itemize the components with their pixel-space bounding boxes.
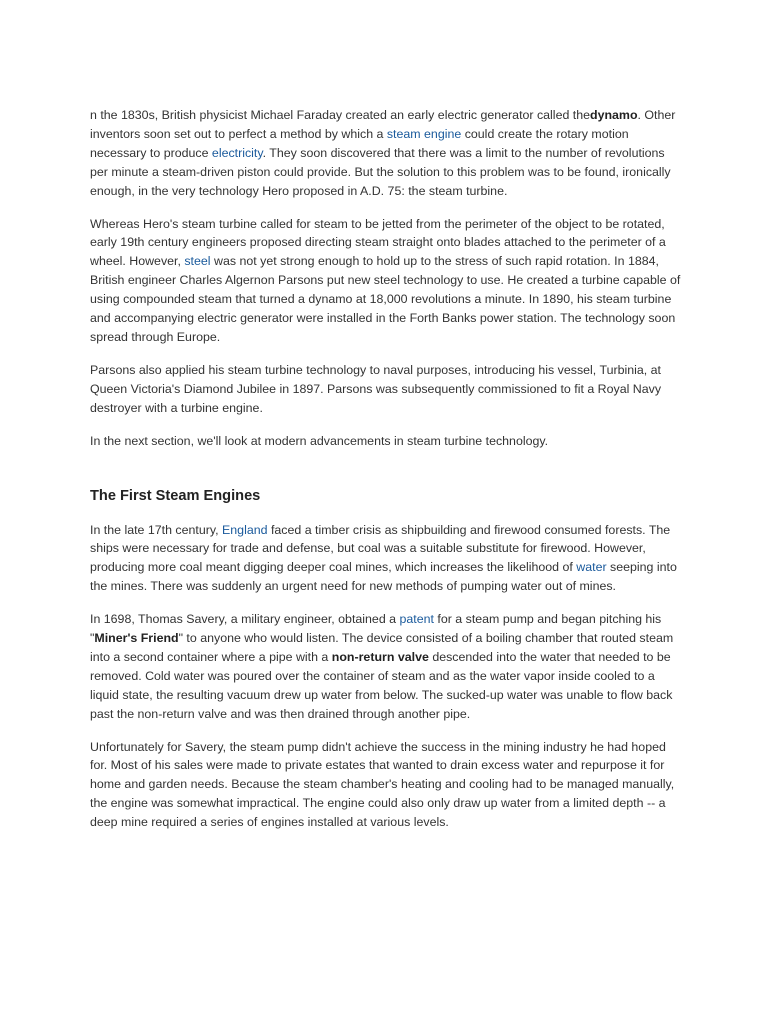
link-patent[interactable]: patent — [399, 612, 434, 627]
text-run: . They soon discovered that there was a limit to the number of revolutions per minute a steam-driven piston could provide. But the solution to this problem was to be found, ironically enough, in the very technology Hero proposed in A.D. 75: the steam turbine. — [90, 145, 671, 198]
bold-term-non-return-valve: non-return valve — [331, 649, 429, 664]
bold-term-miners-friend: Miner's Friend — [94, 631, 179, 646]
text-run: Whereas Hero's steam turbine called for steam to be jetted from the perimeter of the object to be rotated, early 19th century engineers proposed directing steam straight onto blades attached to the perimeter of a wheel. However, — [90, 216, 666, 269]
text-run: seeping into the mines. There was suddenly an urgent need for new methods of pumping water out of mines. — [90, 560, 677, 594]
text-run: In 1698, Thomas Savery, a military engineer, obtained a — [90, 612, 400, 627]
paragraph-next-section: In the next section, we'll look at modern advancements in steam turbine technology. — [90, 433, 549, 448]
section-heading: The First Steam Engines — [90, 487, 261, 504]
article-body — [90, 106, 682, 846]
link-steam-engine[interactable]: steam engine — [386, 126, 462, 141]
text-run: . Other inventors soon set out to perfect a method by which a — [90, 108, 676, 141]
text-run: " to anyone who would listen. The device consisted of a boiling chamber that routed steam into a second container where a pipe with a — [90, 631, 674, 664]
paragraph-hero-turbine — [90, 215, 682, 347]
text-run: was not yet strong enough to hold up to the stress of such rapid rotation. In 1884, British engineer Charles Algernon Parsons put new steel technology to use. He created a turbine capable of using compounded steam that turned a dynamo at 18,000 revolutions a minute. In 1890, his steam turbine and accompanying electric generator were installed in the Forth Banks power station. The technology soon spread through Europe. — [90, 254, 681, 344]
text-run: descended into the water that needed to be removed. Cold water was poured over the container of steam and as the water vapor inside cooled to a liquid state, the resulting vacuum drew up water from below. The sucked-up water was unable to flow back past the non-return valve and was then drained through another pipe. — [90, 649, 673, 721]
link-electricity[interactable]: electricity — [211, 145, 263, 160]
text-run: In the late 17th century, — [90, 522, 223, 537]
text-run: faced a timber crisis as shipbuilding and firewood consumed forests. The ships were necessary for trade and defense, but coal was a suitable substitute for firewood. However, producing more coal meant digging deeper coal mines, which increases the likelihood of — [90, 522, 671, 575]
link-water[interactable]: water — [576, 560, 607, 575]
text-run: n the 1830s, British physicist Michael Faraday created an early electric generator called the — [90, 108, 591, 122]
paragraph-faraday-dynamo — [90, 106, 682, 201]
paragraph-parsons-naval: Parsons also applied his steam turbine technology to naval purposes, introducing his vessel, Turbinia, at Queen Victoria's Diamond Jubilee in 1897. Parsons was subsequently commissioned to fit a Royal Navy destroyer with a turbine engine. — [90, 362, 662, 415]
link-steel[interactable]: steel — [184, 254, 211, 269]
text-run: for a steam pump and began pitching his " — [90, 612, 662, 646]
link-england[interactable]: England — [222, 522, 268, 537]
paragraph-savery-sales: Unfortunately for Savery, the steam pump didn't achieve the success in the mining industry he had hoped for. Most of his sales were made to private estates that wanted to drain excess water and repurpose it for home and garden needs. Because the steam chamber's heating and cooling had to be managed manually, the engine was somewhat impractical. The engine could also only draw up water from a limited depth -- a deep mine required a series of engines installed at various levels. — [90, 739, 675, 830]
paragraph-timber-crisis — [90, 521, 682, 597]
text-run: could create the rotary motion necessary to produce — [90, 126, 629, 160]
bold-term-dynamo: dynamo — [590, 108, 638, 122]
paragraph-savery-pump — [90, 610, 682, 723]
